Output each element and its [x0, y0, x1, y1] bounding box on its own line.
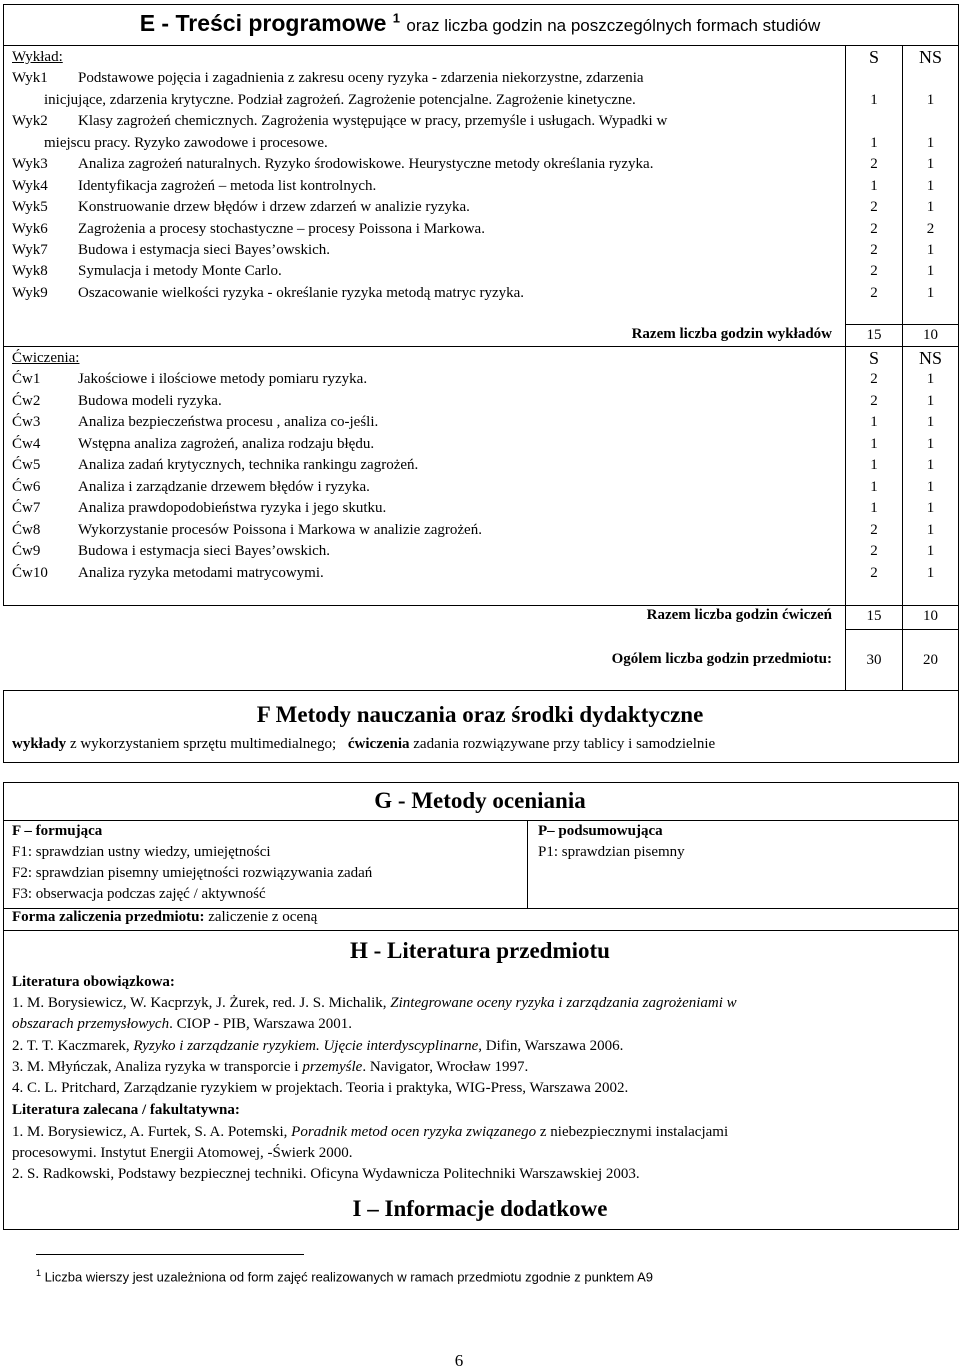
lecture-ns: 1: [926, 178, 935, 194]
section-h-title: H - Literatura przedmiotu: [350, 938, 610, 963]
lecture-row: Wyk4 Identyfikacja zagrożeń – metoda list kontrolnych.: [12, 178, 377, 194]
lecture-ns: 2: [926, 221, 935, 237]
exercise-s: 1: [870, 414, 878, 430]
exercise-s: 2: [870, 371, 878, 387]
formative-item: F1: sprawdzian ustny wiedzy, umiejętności: [12, 844, 271, 860]
exercise-s: 1: [870, 479, 878, 495]
exercise-ns: 1: [926, 457, 935, 473]
exercise-ns: 1: [926, 393, 935, 409]
exercise-ns: 1: [926, 436, 935, 452]
lectures-col-s: S: [868, 47, 879, 67]
exercise-row: Ćw1 Jakościowe i ilościowe metody pomiaru ryzyka.: [12, 371, 368, 387]
exercises-total-ns: 10: [923, 608, 938, 624]
exercise-ns: 1: [926, 522, 935, 538]
exercise-row: Ćw5 Analiza zadań krytycznych, technika rankingu zagrożeń.: [12, 457, 419, 473]
exercises-col-ns: NS: [918, 348, 942, 368]
lecture-ns: 1: [926, 156, 935, 172]
lecture-s: 2: [870, 242, 878, 258]
footnote: $^1$ Liczba wierszy jest uzależniona od form zajęć realizowanych w ramach przedmiotu zgodnie z punktem A9: [36, 1268, 654, 1285]
exercise-row: Ćw9 Budowa i estymacja sieci Bayes’owskich.: [12, 543, 331, 559]
literature-item: 1. M. Borysiewicz, W. Kacprzyk, J. Żurek, red. J. S. Michalik, Zintegrowane oceny ryzyka i zarządzania zagrożeniami w: [12, 995, 737, 1011]
section-f-title: F Metody nauczania oraz środki dydaktyczne: [256, 702, 704, 727]
literature-item: 2. T. T. Kaczmarek, Ryzyko i zarządzanie ryzykiem. Ujęcie interdyscyplinarne, Difin, Warszawa 2006.: [12, 1038, 624, 1054]
lectures-total-ns: 10: [923, 327, 938, 343]
literature-item-cont: obszarach przemysłowych. CIOP - PIB, Warszawa 2001.: [12, 1016, 353, 1032]
lecture-s: 2: [870, 221, 878, 237]
lecture-ns: 1: [926, 285, 935, 301]
lectures-total-label: Razem liczba godzin wykładów: [631, 326, 832, 342]
exercise-row: Ćw7 Analiza prawdopodobieństwa ryzyka i jego skutku.: [12, 500, 387, 516]
exercise-row: Ćw4 Wstępna analiza zagrożeń, analiza rodzaju błędu.: [12, 436, 375, 452]
lectures-total-s: 15: [866, 327, 882, 343]
section-f-text: wykłady z wykorzystaniem sprzętu multimedialnego; ćwiczenia zadania rozwiązywane przy tablicy i samodzielnie: [12, 736, 716, 752]
exercises-header: Ćwiczenia:: [12, 350, 80, 366]
exercise-ns: 1: [926, 414, 935, 430]
exercise-row: Ćw2 Budowa modeli ryzyka.: [12, 393, 222, 409]
grand-total-label: Ogólem liczba godzin przedmiotu:: [611, 651, 832, 667]
lecture-s: 2: [870, 156, 878, 172]
exercise-row: Ćw10 Analiza ryzyka metodami matrycowymi.: [12, 565, 324, 581]
literature-item: 2. S. Radkowski, Podstawy bezpiecznej techniki. Oficyna Wydawnicza Politechniki Warszawskiej 2003.: [12, 1166, 640, 1182]
lecture-ns: 1: [926, 263, 935, 279]
lecture-row-cont: miejscu pracy. Ryzyko zawodowe i procesowe.: [44, 135, 328, 151]
formative-title: F – formująca: [12, 823, 103, 839]
exercise-s: 1: [870, 500, 878, 516]
formative-item: F3: obserwacja podczas zajęć / aktywność: [12, 886, 266, 902]
lecture-row: Wyk8 Symulacja i metody Monte Carlo.: [12, 263, 282, 279]
exercise-s: 2: [870, 393, 878, 409]
exercise-ns: 1: [926, 565, 935, 581]
lecture-s: 1: [870, 135, 878, 151]
lecture-row: Wyk2 Klasy zagrożeń chemicznych. Zagrożenia występujące w pracy, przemyśle i usługach. Wypadki w: [12, 113, 668, 129]
lecture-s: 1: [870, 92, 878, 108]
footnote-separator: [36, 1254, 304, 1255]
exercise-row: Ćw8 Wykorzystanie procesów Poissona i Markowa w analizie zagrożeń.: [12, 522, 482, 538]
exercise-ns: 1: [926, 543, 935, 559]
exercise-row: Ćw3 Analiza bezpieczeństwa procesu , analiza co-jeśli.: [12, 414, 379, 430]
lecture-row-cont: inicjujące, zdarzenia krytyczne. Podział zagrożeń. Zagrożenie potencjalne. Zagrożenie kinetyczne.: [44, 92, 636, 108]
exercise-s: 1: [870, 457, 878, 473]
exercises-total-label: Razem liczba godzin ćwiczeń: [646, 607, 832, 623]
exercises-col-s: S: [868, 348, 879, 368]
exercise-ns: 1: [926, 500, 935, 516]
exercise-ns: 1: [926, 479, 935, 495]
exercises-total-s: 15: [866, 608, 882, 624]
section-e-title: E - Treści programowe $^1$ oraz liczba godzin na poszczególnych formach studiów: [139, 10, 821, 36]
section-i-title: I – Informacje dodatkowe: [352, 1196, 608, 1221]
formative-item: F2: sprawdzian pisemny umiejętności rozwiązywania zadań: [12, 865, 373, 881]
lectures-col-ns: NS: [918, 47, 942, 67]
summative-title: P– podsumowująca: [538, 823, 663, 839]
lecture-row: Wyk3 Analiza zagrożeń naturalnych. Ryzyko środowiskowe. Heurystyczne metody określania ryzyka.: [12, 156, 654, 172]
lecture-ns: 1: [926, 135, 935, 151]
required-literature-header: Literatura obowiązkowa:: [12, 974, 175, 990]
assessment-form: Forma zaliczenia przedmiotu: zaliczenie z oceną: [12, 909, 318, 925]
literature-item-cont: procesowymi. Instytut Energii Atomowej, -Świerk 2000.: [12, 1145, 353, 1161]
lecture-ns: 1: [926, 92, 935, 108]
lecture-s: 1: [870, 178, 878, 194]
literature-item: 1. M. Borysiewicz, A. Furtek, S. A. Potemski, Poradnik metod ocen ryzyka związanego z niebezpiecznymi instalacjami: [12, 1124, 729, 1140]
exercise-s: 2: [870, 543, 878, 559]
exercise-s: 2: [870, 522, 878, 538]
exercise-ns: 1: [926, 371, 935, 387]
grand-total-s: 30: [866, 652, 882, 668]
exercise-row: Ćw6 Analiza i zarządzanie drzewem błędów i ryzyka.: [12, 479, 370, 495]
literature-item: 3. M. Młyńczak, Analiza ryzyka w transporcie i przemyśle. Navigator, Wrocław 1997.: [12, 1059, 529, 1075]
lecture-s: 2: [870, 263, 878, 279]
lecture-ns: 1: [926, 199, 935, 215]
lecture-row: Wyk1 Podstawowe pojęcia i zagadnienia z zakresu oceny ryzyka - zdarzenia niekorzystne, zdarzenia: [12, 70, 644, 86]
lecture-row: Wyk5 Konstruowanie drzew błędów i drzew zdarzeń w analizie ryzyka.: [12, 199, 470, 215]
exercise-s: 2: [870, 565, 878, 581]
section-g-title: G - Metody oceniania: [374, 788, 586, 813]
lecture-row: Wyk9 Oszacowanie wielkości ryzyka - określanie ryzyka metodą matryc ryzyka.: [12, 285, 525, 301]
lecture-row: Wyk6 Zagrożenia a procesy stochastyczne – procesy Poissona i Markowa.: [12, 221, 485, 237]
grand-total-ns: 20: [923, 652, 938, 668]
literature-item: 4. C. L. Pritchard, Zarządzanie ryzykiem w projektach. Teoria i praktyka, WIG-Press, Warszawa 2002.: [12, 1080, 629, 1096]
summative-item: P1: sprawdzian pisemny: [538, 844, 685, 860]
page-number: 6: [454, 1351, 464, 1370]
optional-literature-header: Literatura zalecana / fakultatywna:: [12, 1102, 240, 1118]
lecture-ns: 1: [926, 242, 935, 258]
lecture-s: 2: [870, 199, 878, 215]
lecture-s: 2: [870, 285, 878, 301]
lecture-row: Wyk7 Budowa i estymacja sieci Bayes’owskich.: [12, 242, 331, 258]
lectures-header: Wykład:: [12, 49, 63, 65]
exercise-s: 1: [870, 436, 878, 452]
